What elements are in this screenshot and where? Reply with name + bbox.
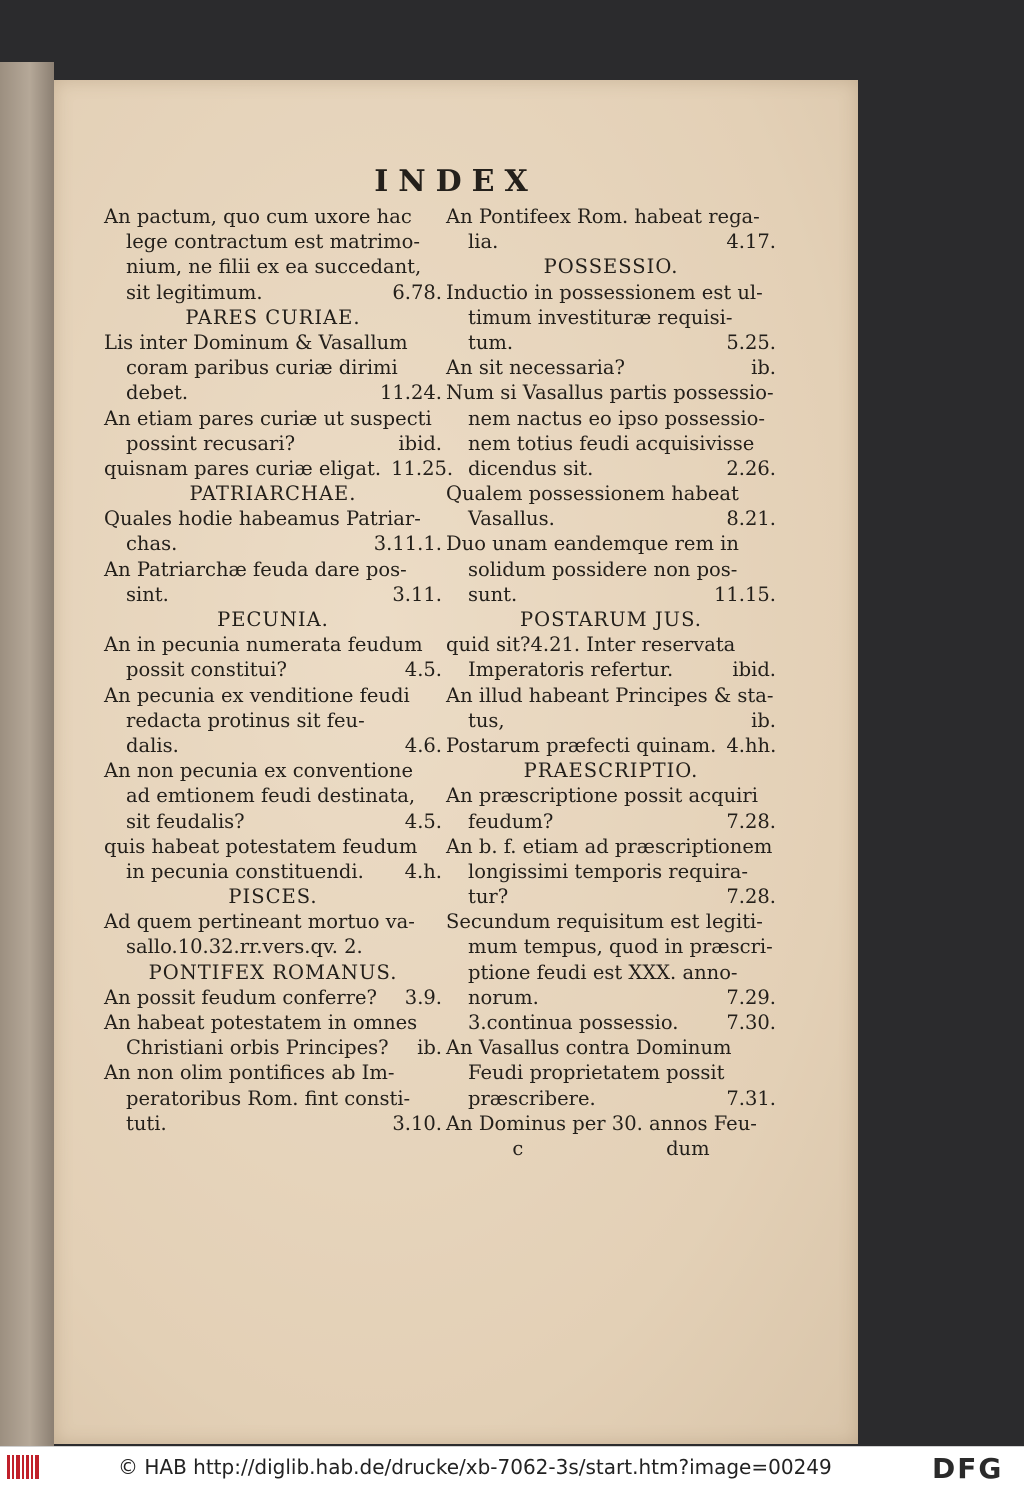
- index-line: [446, 934, 776, 959]
- index-line: [446, 380, 776, 405]
- book-page: [54, 80, 858, 1444]
- index-line: [104, 1111, 442, 1136]
- index-entry-text: Duo unam eandemque rem in: [446, 532, 739, 556]
- index-entry-text: timum investituræ requisi-: [468, 305, 733, 329]
- index-line: [104, 280, 442, 305]
- footer-bar: [0, 1446, 1024, 1487]
- index-heading-text: PONTIFEX ROMANUS.: [148, 960, 398, 984]
- index-line: [446, 632, 776, 657]
- index-reference: 5.25.: [726, 330, 776, 354]
- index-line: [104, 406, 442, 431]
- index-heading: [446, 607, 776, 632]
- index-heading-text: PISCES.: [228, 885, 318, 909]
- index-entry-text: nem nactus eo ipso possessio-: [468, 406, 765, 430]
- index-entry-text: ptione feudi est XXX. anno-: [468, 960, 738, 984]
- index-line: [446, 431, 776, 456]
- index-entry-text: sit legitimum.: [126, 280, 263, 304]
- index-line: [104, 531, 442, 556]
- index-heading-text: PRAESCRIPTIO.: [523, 759, 699, 783]
- index-line: [446, 1111, 776, 1136]
- index-line: [104, 380, 442, 405]
- index-line: [104, 809, 442, 834]
- index-entry-text: præscribere.: [468, 1086, 596, 1110]
- index-heading: [104, 607, 442, 632]
- index-entry-text: An Vasallus contra Dominum: [446, 1036, 732, 1060]
- index-entry-text: An possit feudum conferre?: [104, 985, 378, 1009]
- index-line: [104, 985, 442, 1010]
- index-line: [446, 456, 776, 481]
- index-reference: 7.28.: [726, 809, 776, 833]
- index-entry-text: Ad quem pertineant mortuo va-: [104, 910, 415, 934]
- index-line: [446, 280, 776, 305]
- index-line: [446, 406, 776, 431]
- index-reference: 4.17.: [726, 230, 776, 254]
- index-entry-text: Inductio in possessionem est ul-: [446, 280, 763, 304]
- index-line: [104, 506, 442, 531]
- index-entry-text: Qualem possessionem habeat: [446, 482, 739, 506]
- index-line: [446, 355, 776, 380]
- index-entry-text: chas.: [126, 532, 178, 556]
- index-heading: [104, 884, 442, 909]
- index-line: [446, 859, 776, 884]
- index-reference: 3.9.: [404, 985, 442, 1009]
- index-reference: 4.6.: [404, 733, 442, 757]
- index-line: [446, 1060, 776, 1085]
- index-entry-text: An non olim pontifices ab Im-: [104, 1061, 395, 1085]
- index-heading-text: PATRIARCHAE.: [189, 482, 357, 506]
- index-line: [104, 758, 442, 783]
- index-entry-text: nem totius feudi acquisivisse: [468, 431, 755, 455]
- index-line: [446, 582, 776, 607]
- index-entry-text: quisnam pares curiæ eligat.: [104, 456, 382, 480]
- index-entry-text: feudum?: [468, 809, 554, 833]
- index-line: [104, 859, 442, 884]
- index-line: [446, 1010, 776, 1035]
- page-running-head: INDEX: [374, 164, 538, 199]
- index-line: [104, 557, 442, 582]
- index-entry-text: Imperatoris refertur.: [468, 658, 674, 682]
- index-line: [446, 960, 776, 985]
- index-line: [104, 733, 442, 758]
- index-reference: 11.24.: [379, 381, 442, 405]
- index-entry-text: possit constitui?: [126, 658, 287, 682]
- index-entry-text: An etiam pares curiæ ut suspecti: [104, 406, 432, 430]
- index-entry-text: dalis.: [126, 733, 179, 757]
- index-entry-text: An in pecunia numerata feudum: [104, 633, 423, 657]
- index-entry-text: sit feudalis?: [126, 809, 245, 833]
- index-line: [446, 884, 776, 909]
- index-entry-text: mum tempus, quod in præscri-: [468, 935, 773, 959]
- index-heading: [446, 758, 776, 783]
- index-line: [104, 657, 442, 682]
- index-heading: [104, 305, 442, 330]
- index-entry-text: An illud habeant Principes & sta-: [446, 683, 774, 707]
- index-line: [446, 1136, 776, 1161]
- index-entry-text: tuti.: [126, 1111, 167, 1135]
- index-line: [104, 1035, 442, 1060]
- index-entry-text: redacta protinus sit feu-: [126, 708, 365, 732]
- index-line: [104, 355, 442, 380]
- index-line: [446, 909, 776, 934]
- index-reference: 4.5.: [404, 658, 442, 682]
- index-entry-text: Vasallus.: [468, 507, 555, 531]
- index-line: [446, 330, 776, 355]
- index-line: [446, 834, 776, 859]
- index-entry-text: Lis inter Dominum & Vasallum: [104, 330, 408, 354]
- index-line: [446, 531, 776, 556]
- index-entry-text: c: [512, 1136, 524, 1160]
- index-entry-text: coram paribus curiæ dirimi: [126, 356, 398, 380]
- index-line: [104, 783, 442, 808]
- index-entry-text: Num si Vasallus partis possessio-: [446, 381, 774, 405]
- index-entry-text: Christiani orbis Principes?: [126, 1036, 389, 1060]
- index-line: [446, 985, 776, 1010]
- index-reference: 2.26.: [726, 456, 776, 480]
- index-reference: ib.: [417, 1036, 442, 1060]
- index-entry-text: sallo.10.32.rr.vers.qv. 2.: [126, 935, 363, 959]
- index-line: [104, 909, 442, 934]
- index-entry-text: norum.: [468, 985, 539, 1009]
- index-reference: 3.11.1.: [373, 532, 442, 556]
- index-line: [446, 557, 776, 582]
- index-entry-text: An habeat potestatem in omnes: [104, 1011, 418, 1034]
- index-entry-text: lia.: [468, 230, 499, 254]
- index-entry-text: Secundum requisitum est legiti-: [446, 910, 763, 934]
- index-entry-text: An b. f. etiam ad præscriptionem: [446, 834, 773, 858]
- index-entry-text: An sit necessaria?: [446, 356, 625, 380]
- index-entry-text: An Dominus per 30. annos Feu-: [446, 1111, 757, 1135]
- index-entry-text: tus,: [468, 708, 505, 732]
- index-reference: 7.29.: [726, 985, 776, 1009]
- catchword: dum: [666, 1136, 710, 1160]
- barcode-icon: [6, 1453, 42, 1481]
- index-line: [104, 330, 442, 355]
- index-entry-text: An præscriptione possit acquiri: [446, 784, 758, 808]
- index-line: [104, 1086, 442, 1111]
- index-line: [446, 229, 776, 254]
- index-line: [446, 305, 776, 330]
- index-entry-text: An pecunia ex venditione feudi: [104, 683, 410, 707]
- left-page-edge: [0, 62, 54, 1446]
- index-entry-text: possint recusari?: [126, 431, 296, 455]
- copyright-link[interactable]: © HAB http://diglib.hab.de/drucke/xb-7062-3s/start.htm?image=00249: [118, 1455, 832, 1479]
- index-line: [104, 456, 454, 481]
- index-entry-text: nium, ne filii ex ea succedant,: [126, 255, 422, 279]
- index-entry-text: quis habeat potestatem feudum: [104, 834, 418, 858]
- index-reference: 11.25.: [391, 456, 454, 480]
- index-entry-text: peratoribus Rom. fint consti-: [126, 1086, 411, 1110]
- index-line: [446, 506, 776, 531]
- index-entry-text: debet.: [126, 381, 189, 405]
- index-line: [446, 657, 776, 682]
- index-line: [104, 1010, 442, 1035]
- index-reference: ib.: [751, 708, 776, 732]
- index-entry-text: Quales hodie habeamus Patriar-: [104, 507, 421, 531]
- index-reference: 3.10.: [392, 1111, 442, 1135]
- index-reference: 4.5.: [404, 809, 442, 833]
- index-entry-text: dicendus sit.: [468, 456, 594, 480]
- index-line: [104, 834, 442, 859]
- index-reference: 7.28.: [726, 885, 776, 909]
- index-heading-text: PARES CURIAE.: [185, 305, 361, 329]
- index-entry-text: tum.: [468, 330, 514, 354]
- index-entry-text: solidum possidere non pos-: [468, 557, 738, 581]
- index-reference: ibid.: [398, 431, 442, 455]
- index-entry-text: An non pecunia ex conventione: [104, 759, 414, 783]
- index-reference: 7.30.: [726, 1011, 776, 1034]
- index-reference: 8.21.: [726, 507, 776, 531]
- index-line: [104, 632, 442, 657]
- index-entry-text: An pactum, quo cum uxore hac: [104, 205, 412, 228]
- index-line: [104, 683, 442, 708]
- index-entry-text: Postarum præfecti quinam.: [446, 733, 717, 757]
- index-heading: [104, 481, 442, 506]
- index-entry-text: sunt.: [468, 582, 518, 606]
- index-entry-text: Feudi proprietatem possit: [468, 1061, 725, 1085]
- index-entry-text: quid sit?4.21. Inter reservata: [446, 633, 736, 657]
- index-heading: [104, 960, 442, 985]
- index-entry-text: lege contractum est matrimo-: [126, 230, 420, 254]
- index-reference: 7.31.: [726, 1086, 776, 1110]
- index-line: [446, 204, 776, 229]
- index-heading-text: PECUNIA.: [217, 608, 329, 631]
- index-line: [104, 229, 442, 254]
- index-line: [446, 1035, 776, 1060]
- index-line: [446, 683, 776, 708]
- index-line: [104, 431, 442, 456]
- index-line: [446, 1086, 776, 1111]
- index-reference: 11.15.: [713, 582, 776, 606]
- index-entry-text: 3.continua possessio.: [468, 1011, 679, 1034]
- index-entry-text: An Patriarchæ feuda dare pos-: [104, 557, 407, 581]
- index-reference: ibid.: [732, 658, 776, 682]
- index-heading-text: POSTARUM JUS.: [520, 608, 702, 631]
- index-line: [446, 481, 776, 506]
- index-entry-text: ad emtionem feudi destinata,: [126, 784, 416, 808]
- index-reference: 4.h.: [404, 859, 442, 883]
- index-entry-text: in pecunia constituendi.: [126, 859, 364, 883]
- index-line: [104, 204, 442, 229]
- index-line: [446, 733, 776, 758]
- index-entry-text: sint.: [126, 582, 169, 606]
- index-line: [446, 809, 776, 834]
- index-entry-text: longissimi temporis requira-: [468, 859, 748, 883]
- index-line: [104, 582, 442, 607]
- index-reference: 3.11.: [392, 582, 442, 606]
- dfg-logo: DFG: [932, 1452, 1004, 1485]
- index-heading: [446, 254, 776, 279]
- index-line: [104, 708, 442, 733]
- index-reference: 6.78.: [392, 280, 442, 304]
- index-reference: ib.: [751, 356, 776, 380]
- index-entry-text: An Pontifeex Rom. habeat rega-: [446, 205, 760, 228]
- index-line: [104, 934, 442, 959]
- index-line: [446, 708, 776, 733]
- index-column-right: [446, 204, 776, 1161]
- index-heading-text: POSSESSIO.: [543, 255, 679, 279]
- index-reference: 4.hh.: [726, 733, 777, 757]
- index-column-left: [104, 204, 454, 1136]
- index-entry-text: tur?: [468, 885, 509, 909]
- index-line: [104, 1060, 442, 1085]
- index-line: [104, 254, 442, 279]
- index-line: [446, 783, 776, 808]
